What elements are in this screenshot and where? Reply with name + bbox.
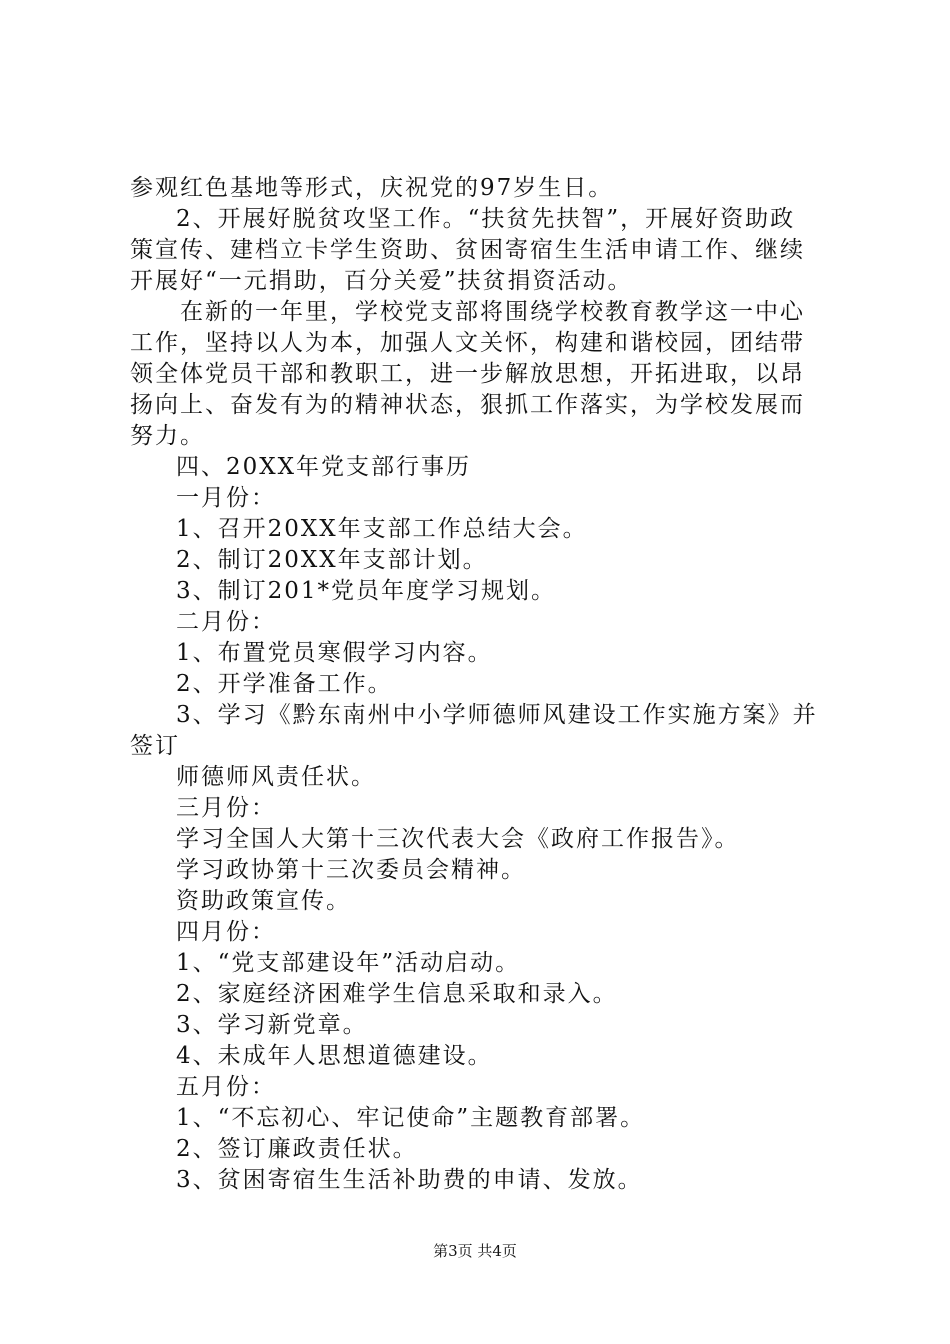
- list-item: 1、“不忘初心、牢记使命”主题教育部署。: [176, 1105, 646, 1131]
- list-item: 1、召开20XX年支部工作总结大会。: [176, 516, 588, 542]
- text-line: 领全体党员干部和教职工，进一步解放思想，开拓进取，以昂: [130, 361, 805, 387]
- month-heading: 三月份：: [176, 795, 276, 821]
- list-item: 3、制订201*党员年度学习规划。: [176, 578, 557, 604]
- text-line: 开展好“一元捐助，百分关爱”扶贫捐资活动。: [130, 268, 633, 294]
- text-line: 扬向上、奋发有为的精神状态，狠抓工作落实，为学校发展而: [130, 392, 805, 418]
- text-line: 努力。: [130, 423, 205, 449]
- list-item: 2、开学准备工作。: [176, 671, 393, 697]
- month-heading: 四月份：: [176, 919, 276, 945]
- text-line: 在新的一年里，学校党支部将围绕学校教育教学这一中心: [180, 299, 805, 325]
- month-heading: 五月份：: [176, 1074, 276, 1100]
- text-line: 签订: [130, 733, 180, 759]
- list-item: 1、布置党员寒假学习内容。: [176, 640, 493, 666]
- text-line: 参观红色基地等形式，庆祝党的97岁生日。: [130, 175, 614, 201]
- month-heading: 二月份：: [176, 609, 276, 635]
- section-heading: 四、20XX年党支部行事历: [176, 454, 472, 480]
- text-line: 师德师风责任状。: [176, 764, 376, 790]
- list-item: 4、未成年人思想道德建设。: [176, 1043, 493, 1069]
- month-heading: 一月份：: [176, 485, 276, 511]
- list-item: 1、“党支部建设年”活动启动。: [176, 950, 521, 976]
- list-item: 学习全国人大第十三次代表大会《政府工作报告》。: [176, 826, 740, 852]
- list-item: 资助政策宣传。: [176, 888, 351, 914]
- list-item: 3、学习《黔东南州中小学师德师风建设工作实施方案》并: [176, 702, 818, 728]
- list-item: 学习政协第十三次委员会精神。: [176, 857, 526, 883]
- list-item: 2、家庭经济困难学生信息采取和录入。: [176, 981, 618, 1007]
- text-line: 2、开展好脱贫攻坚工作。“扶贫先扶智”，开展好资助政: [176, 206, 796, 232]
- text-line: 工作，坚持以人为本，加强人文关怀，构建和谐校园，团结带: [130, 330, 805, 356]
- list-item: 2、签订廉政责任状。: [176, 1136, 418, 1162]
- list-item: 3、贫困寄宿生生活补助费的申请、发放。: [176, 1167, 643, 1193]
- list-item: 3、学习新党章。: [176, 1012, 368, 1038]
- page-footer: 第3页 共4页: [433, 1242, 517, 1260]
- list-item: 2、制订20XX年支部计划。: [176, 547, 488, 573]
- text-line: 策宣传、建档立卡学生资助、贫困寄宿生生活申请工作、继续: [130, 237, 805, 263]
